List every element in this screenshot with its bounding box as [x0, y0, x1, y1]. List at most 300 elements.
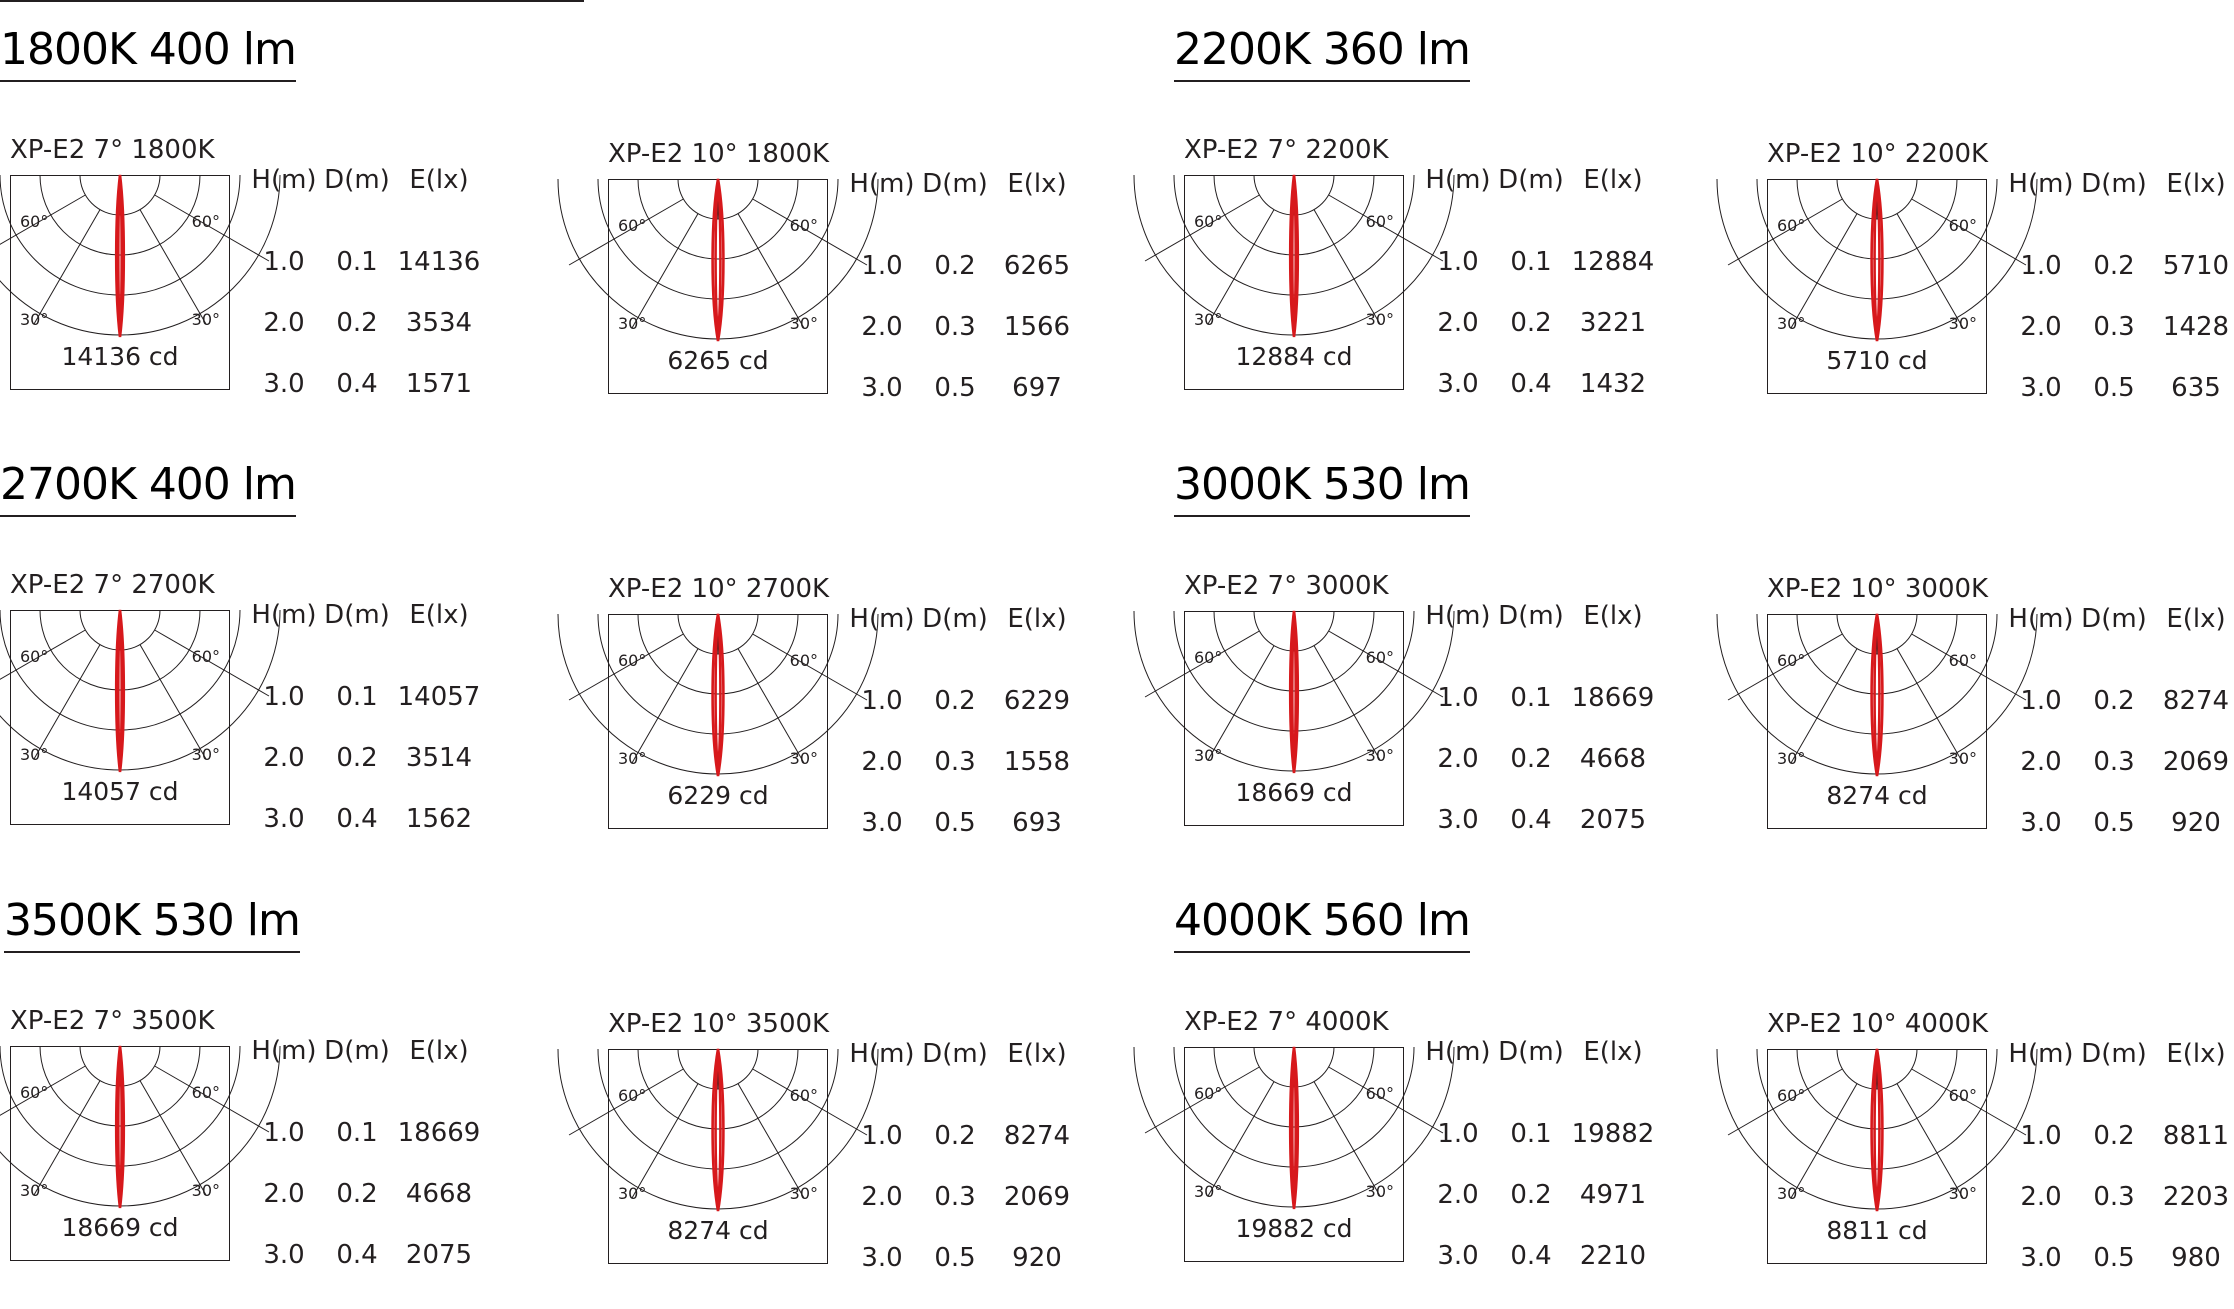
beam-panel — [598, 574, 1158, 874]
angle-label: 30° — [20, 310, 49, 329]
column-header: D(m) — [1498, 165, 1564, 195]
table-cell: 0.1 — [1510, 246, 1552, 277]
angle-label: 60° — [789, 216, 818, 235]
angle-label: 60° — [1365, 212, 1394, 231]
table-cell: 0.2 — [934, 685, 976, 716]
table-cell: 4971 — [1579, 1179, 1647, 1210]
table-cell: 920 — [2171, 807, 2221, 838]
column-header: H(m) — [849, 1039, 915, 1069]
peak-intensity-label: 8274 cd — [1826, 781, 1928, 810]
angle-label: 30° — [789, 314, 818, 333]
column-header: D(m) — [2081, 169, 2147, 199]
beam-panel — [0, 135, 560, 435]
table-row — [2005, 1166, 2234, 1227]
illuminance-table — [846, 1039, 1082, 1288]
table-row — [248, 1224, 484, 1285]
table-cell: 1.0 — [861, 1120, 903, 1151]
table-row — [248, 353, 484, 414]
peak-intensity-label: 6229 cd — [667, 781, 769, 810]
table-cell: 2075 — [405, 1239, 473, 1270]
column-header: E(lx) — [409, 600, 469, 630]
group-title-underline — [1174, 951, 1470, 953]
illuminance-table — [1422, 1037, 1658, 1286]
table-header-row — [2005, 1039, 2234, 1083]
table-cell: 1566 — [1003, 311, 1071, 342]
table-cell: 0.3 — [2093, 1181, 2135, 1212]
illuminance-table — [1422, 165, 1658, 414]
illuminance-table — [248, 165, 484, 414]
table-cell: 0.4 — [1510, 1240, 1552, 1271]
table-row — [2005, 792, 2234, 853]
column-header: H(m) — [251, 165, 317, 195]
table-cell: 2210 — [1579, 1240, 1647, 1271]
angle-label: 30° — [1365, 310, 1394, 329]
table-cell: 0.2 — [2093, 685, 2135, 716]
column-header: H(m) — [251, 600, 317, 630]
table-row — [1422, 789, 1658, 850]
table-row — [1422, 292, 1658, 353]
table-cell: 1.0 — [1437, 1118, 1479, 1149]
table-header-row — [1422, 601, 1658, 645]
angle-label: 30° — [789, 1184, 818, 1203]
table-row — [1422, 645, 1658, 728]
column-header: H(m) — [2008, 169, 2074, 199]
table-cell: 8274 — [2162, 685, 2230, 716]
column-header: D(m) — [1498, 1037, 1564, 1067]
table-cell: 0.3 — [934, 746, 976, 777]
group-title-underline — [1174, 80, 1470, 82]
table-cell: 2.0 — [1437, 307, 1479, 338]
panel-caption: XP-E2 10° 2700K — [608, 574, 830, 604]
angle-label: 30° — [20, 1181, 49, 1200]
table-cell: 2.0 — [2020, 311, 2062, 342]
table-cell: 3.0 — [263, 1239, 305, 1270]
angle-label: 60° — [1194, 648, 1223, 667]
peak-intensity-label: 14057 cd — [61, 777, 179, 806]
group-title: 2200K 360 lm — [1174, 24, 1470, 75]
table-cell: 0.5 — [2093, 807, 2135, 838]
column-header: E(lx) — [1007, 169, 1067, 199]
table-cell: 1.0 — [2020, 1120, 2062, 1151]
panel-caption: XP-E2 7° 2700K — [10, 570, 215, 600]
polar-intensity-diagram — [1184, 175, 1404, 390]
angle-label: 30° — [191, 310, 220, 329]
table-cell: 3.0 — [1437, 368, 1479, 399]
angle-label: 60° — [20, 1083, 49, 1102]
illuminance-table — [1422, 601, 1658, 850]
peak-intensity-label: 6265 cd — [667, 346, 769, 375]
table-row — [248, 1080, 484, 1163]
column-header: H(m) — [1425, 165, 1491, 195]
table-cell: 1.0 — [1437, 682, 1479, 713]
table-row — [248, 788, 484, 849]
angle-label: 60° — [20, 647, 49, 666]
table-cell: 3.0 — [263, 368, 305, 399]
table-row — [2005, 1227, 2234, 1288]
column-header: H(m) — [1425, 1037, 1491, 1067]
group-title: 3500K 530 lm — [4, 895, 300, 946]
table-cell: 1.0 — [2020, 250, 2062, 281]
panel-caption: XP-E2 10° 2200K — [1767, 139, 1989, 169]
table-row — [1422, 1164, 1658, 1225]
table-row — [846, 1083, 1082, 1166]
peak-intensity-label: 8811 cd — [1826, 1216, 1928, 1245]
group-title-underline — [1174, 515, 1470, 517]
table-cell: 2.0 — [861, 1181, 903, 1212]
table-cell: 3514 — [405, 742, 473, 773]
table-cell: 0.2 — [1510, 307, 1552, 338]
table-row — [248, 292, 484, 353]
angle-label: 30° — [1777, 314, 1806, 333]
panel-caption: XP-E2 10° 4000K — [1767, 1009, 1989, 1039]
polar-intensity-diagram — [608, 179, 828, 394]
column-header: H(m) — [1425, 601, 1491, 631]
polar-intensity-diagram — [1184, 1047, 1404, 1262]
polar-intensity-diagram — [10, 610, 230, 825]
angle-label: 30° — [191, 1181, 220, 1200]
table-cell: 0.4 — [1510, 804, 1552, 835]
column-header: D(m) — [922, 1039, 988, 1069]
table-row — [846, 731, 1082, 792]
angle-label: 30° — [1777, 1184, 1806, 1203]
table-cell: 920 — [1012, 1242, 1062, 1273]
table-cell: 8811 — [2162, 1120, 2230, 1151]
table-header-row — [2005, 604, 2234, 648]
table-cell: 0.2 — [336, 742, 378, 773]
angle-label: 30° — [1365, 1182, 1394, 1201]
column-header: H(m) — [849, 604, 915, 634]
table-row — [1422, 1081, 1658, 1164]
illuminance-table — [2005, 604, 2234, 853]
angle-label: 30° — [1948, 749, 1977, 768]
column-header: E(lx) — [2166, 169, 2226, 199]
column-header: D(m) — [922, 169, 988, 199]
table-cell: 6229 — [1003, 685, 1071, 716]
table-cell: 3.0 — [861, 807, 903, 838]
panel-caption: XP-E2 7° 4000K — [1184, 1007, 1389, 1037]
table-cell: 3.0 — [861, 372, 903, 403]
angle-label: 60° — [789, 1086, 818, 1105]
column-header: E(lx) — [409, 165, 469, 195]
table-cell: 3.0 — [1437, 804, 1479, 835]
table-cell: 8274 — [1003, 1120, 1071, 1151]
beam-panel — [1174, 1007, 1734, 1307]
peak-intensity-label: 18669 cd — [61, 1213, 179, 1242]
group-title: 1800K 400 lm — [0, 24, 296, 75]
angle-label: 30° — [1365, 746, 1394, 765]
table-cell: 12884 — [1571, 246, 1655, 277]
group-title-underline — [4, 951, 300, 953]
table-cell: 18669 — [1571, 682, 1655, 713]
beam-panel — [0, 1006, 560, 1306]
panel-caption: XP-E2 7° 3000K — [1184, 571, 1389, 601]
table-cell: 14136 — [397, 246, 481, 277]
angle-label: 30° — [618, 314, 647, 333]
table-cell: 0.5 — [934, 1242, 976, 1273]
table-header-row — [1422, 1037, 1658, 1081]
table-row — [1422, 353, 1658, 414]
table-cell: 0.1 — [336, 1117, 378, 1148]
table-cell: 6265 — [1003, 250, 1071, 281]
table-row — [846, 792, 1082, 853]
table-cell: 3.0 — [861, 1242, 903, 1273]
table-cell: 1.0 — [263, 1117, 305, 1148]
table-cell: 2075 — [1579, 804, 1647, 835]
table-cell: 14057 — [397, 681, 481, 712]
table-header-row — [846, 169, 1082, 213]
table-row — [2005, 296, 2234, 357]
group-title-underline — [0, 80, 296, 82]
illuminance-table — [248, 600, 484, 849]
table-row — [1422, 728, 1658, 789]
table-cell: 1.0 — [1437, 246, 1479, 277]
beam-panel — [1757, 139, 2234, 439]
angle-label: 30° — [1948, 314, 1977, 333]
column-header: D(m) — [2081, 604, 2147, 634]
table-cell: 2.0 — [263, 307, 305, 338]
angle-label: 60° — [1777, 1086, 1806, 1105]
table-cell: 0.4 — [1510, 368, 1552, 399]
angle-label: 30° — [191, 745, 220, 764]
table-cell: 1558 — [1003, 746, 1071, 777]
table-cell: 4668 — [1579, 743, 1647, 774]
angle-label: 30° — [1777, 749, 1806, 768]
angle-label: 60° — [1948, 651, 1977, 670]
panel-caption: XP-E2 10° 3000K — [1767, 574, 1989, 604]
table-cell: 2.0 — [1437, 1179, 1479, 1210]
angle-label: 60° — [1194, 212, 1223, 231]
angle-label: 60° — [1194, 1084, 1223, 1103]
table-cell: 0.2 — [336, 307, 378, 338]
panel-caption: XP-E2 10° 1800K — [608, 139, 830, 169]
table-row — [248, 644, 484, 727]
angle-label: 30° — [789, 749, 818, 768]
table-cell: 2.0 — [861, 311, 903, 342]
table-cell: 635 — [2171, 372, 2221, 403]
angle-label: 60° — [191, 1083, 220, 1102]
angle-label: 60° — [1365, 1084, 1394, 1103]
table-cell: 0.3 — [2093, 311, 2135, 342]
angle-label: 30° — [1948, 1184, 1977, 1203]
illuminance-table — [846, 169, 1082, 418]
table-cell: 3221 — [1579, 307, 1647, 338]
illuminance-table — [2005, 169, 2234, 418]
angle-label: 30° — [618, 1184, 647, 1203]
table-cell: 2.0 — [2020, 1181, 2062, 1212]
top-rule — [0, 0, 584, 2]
illuminance-table — [2005, 1039, 2234, 1288]
table-cell: 0.2 — [336, 1178, 378, 1209]
polar-intensity-diagram — [608, 1049, 828, 1264]
angle-label: 60° — [1777, 216, 1806, 235]
column-header: E(lx) — [409, 1036, 469, 1066]
table-cell: 0.5 — [2093, 1242, 2135, 1273]
table-cell: 3.0 — [2020, 1242, 2062, 1273]
angle-label: 60° — [1948, 1086, 1977, 1105]
table-cell: 0.4 — [336, 1239, 378, 1270]
table-cell: 0.1 — [336, 681, 378, 712]
table-cell: 2.0 — [263, 742, 305, 773]
table-cell: 0.2 — [934, 1120, 976, 1151]
table-cell: 0.5 — [934, 807, 976, 838]
angle-label: 30° — [1194, 310, 1223, 329]
table-cell: 0.2 — [1510, 743, 1552, 774]
table-row — [2005, 357, 2234, 418]
table-row — [846, 213, 1082, 296]
table-cell: 0.3 — [934, 1181, 976, 1212]
angle-label: 30° — [20, 745, 49, 764]
group-title: 4000K 560 lm — [1174, 895, 1470, 946]
table-cell: 0.5 — [2093, 372, 2135, 403]
column-header: D(m) — [324, 1036, 390, 1066]
table-cell: 2203 — [2162, 1181, 2230, 1212]
table-cell: 2.0 — [861, 746, 903, 777]
panel-caption: XP-E2 7° 3500K — [10, 1006, 215, 1036]
polar-intensity-diagram — [1767, 1049, 1987, 1264]
column-header: D(m) — [324, 165, 390, 195]
group-title: 3000K 530 lm — [1174, 459, 1470, 510]
illuminance-table — [248, 1036, 484, 1285]
table-cell: 3.0 — [263, 803, 305, 834]
table-cell: 2.0 — [2020, 746, 2062, 777]
table-row — [2005, 648, 2234, 731]
polar-intensity-diagram — [1767, 614, 1987, 829]
panel-caption: XP-E2 7° 2200K — [1184, 135, 1389, 165]
table-cell: 1.0 — [861, 685, 903, 716]
column-header: E(lx) — [1583, 165, 1643, 195]
column-header: H(m) — [2008, 604, 2074, 634]
group-title-underline — [0, 515, 296, 517]
beam-panel — [1757, 574, 2234, 874]
table-cell: 18669 — [397, 1117, 481, 1148]
table-cell: 0.4 — [336, 368, 378, 399]
table-cell: 1428 — [2162, 311, 2230, 342]
table-header-row — [846, 604, 1082, 648]
column-header: E(lx) — [1007, 604, 1067, 634]
table-cell: 0.2 — [1510, 1179, 1552, 1210]
column-header: H(m) — [2008, 1039, 2074, 1069]
table-row — [1422, 1225, 1658, 1286]
peak-intensity-label: 18669 cd — [1235, 778, 1353, 807]
table-header-row — [248, 1036, 484, 1080]
table-cell: 5710 — [2162, 250, 2230, 281]
table-cell: 0.5 — [934, 372, 976, 403]
column-header: E(lx) — [1007, 1039, 1067, 1069]
table-row — [248, 1163, 484, 1224]
table-cell: 3.0 — [2020, 807, 2062, 838]
table-cell: 1.0 — [263, 681, 305, 712]
table-row — [248, 209, 484, 292]
table-cell: 2.0 — [1437, 743, 1479, 774]
beam-panel — [1757, 1009, 2234, 1309]
table-cell: 980 — [2171, 1242, 2221, 1273]
table-row — [846, 296, 1082, 357]
table-cell: 0.3 — [934, 311, 976, 342]
beam-panel — [0, 570, 560, 870]
peak-intensity-label: 12884 cd — [1235, 342, 1353, 371]
column-header: H(m) — [849, 169, 915, 199]
angle-label: 60° — [1948, 216, 1977, 235]
angle-label: 60° — [20, 212, 49, 231]
beam-panel — [598, 139, 1158, 439]
panel-caption: XP-E2 7° 1800K — [10, 135, 215, 165]
table-cell: 0.2 — [2093, 250, 2135, 281]
peak-intensity-label: 19882 cd — [1235, 1214, 1353, 1243]
polar-intensity-diagram — [1184, 611, 1404, 826]
table-cell: 2.0 — [263, 1178, 305, 1209]
table-row — [846, 1166, 1082, 1227]
table-cell: 3.0 — [1437, 1240, 1479, 1271]
table-cell: 1432 — [1579, 368, 1647, 399]
column-header: E(lx) — [1583, 1037, 1643, 1067]
column-header: E(lx) — [2166, 1039, 2226, 1069]
column-header: D(m) — [1498, 601, 1564, 631]
column-header: E(lx) — [1583, 601, 1643, 631]
beam-panel — [1174, 571, 1734, 871]
table-cell: 2069 — [1003, 1181, 1071, 1212]
beam-panel — [598, 1009, 1158, 1309]
table-cell: 693 — [1012, 807, 1062, 838]
column-header: H(m) — [251, 1036, 317, 1066]
angle-label: 30° — [1194, 746, 1223, 765]
table-cell: 697 — [1012, 372, 1062, 403]
angle-label: 30° — [618, 749, 647, 768]
table-header-row — [2005, 169, 2234, 213]
peak-intensity-label: 5710 cd — [1826, 346, 1928, 375]
table-cell: 0.1 — [336, 246, 378, 277]
table-cell: 3534 — [405, 307, 473, 338]
polar-intensity-diagram — [10, 1046, 230, 1261]
table-cell: 0.2 — [934, 250, 976, 281]
angle-label: 60° — [191, 212, 220, 231]
column-header: D(m) — [324, 600, 390, 630]
table-row — [2005, 213, 2234, 296]
angle-label: 60° — [1777, 651, 1806, 670]
polar-intensity-diagram — [608, 614, 828, 829]
table-row — [2005, 731, 2234, 792]
table-cell: 1.0 — [263, 246, 305, 277]
angle-label: 60° — [1365, 648, 1394, 667]
column-header: E(lx) — [2166, 604, 2226, 634]
table-row — [846, 648, 1082, 731]
table-cell: 3.0 — [2020, 372, 2062, 403]
table-cell: 0.4 — [336, 803, 378, 834]
peak-intensity-label: 8274 cd — [667, 1216, 769, 1245]
polar-intensity-diagram — [1767, 179, 1987, 394]
polar-intensity-diagram — [10, 175, 230, 390]
angle-label: 60° — [618, 651, 647, 670]
table-cell: 1.0 — [861, 250, 903, 281]
table-row — [248, 727, 484, 788]
peak-intensity-label: 14136 cd — [61, 342, 179, 371]
table-row — [846, 357, 1082, 418]
angle-label: 60° — [191, 647, 220, 666]
column-header: D(m) — [922, 604, 988, 634]
table-row — [1422, 209, 1658, 292]
angle-label: 30° — [1194, 1182, 1223, 1201]
illuminance-table — [846, 604, 1082, 853]
table-cell: 1571 — [405, 368, 473, 399]
table-cell: 1562 — [405, 803, 473, 834]
panel-caption: XP-E2 10° 3500K — [608, 1009, 830, 1039]
table-header-row — [248, 600, 484, 644]
table-cell: 0.3 — [2093, 746, 2135, 777]
table-cell: 1.0 — [2020, 685, 2062, 716]
table-cell: 0.1 — [1510, 682, 1552, 713]
angle-label: 60° — [789, 651, 818, 670]
angle-label: 60° — [618, 1086, 647, 1105]
beam-panel — [1174, 135, 1734, 435]
